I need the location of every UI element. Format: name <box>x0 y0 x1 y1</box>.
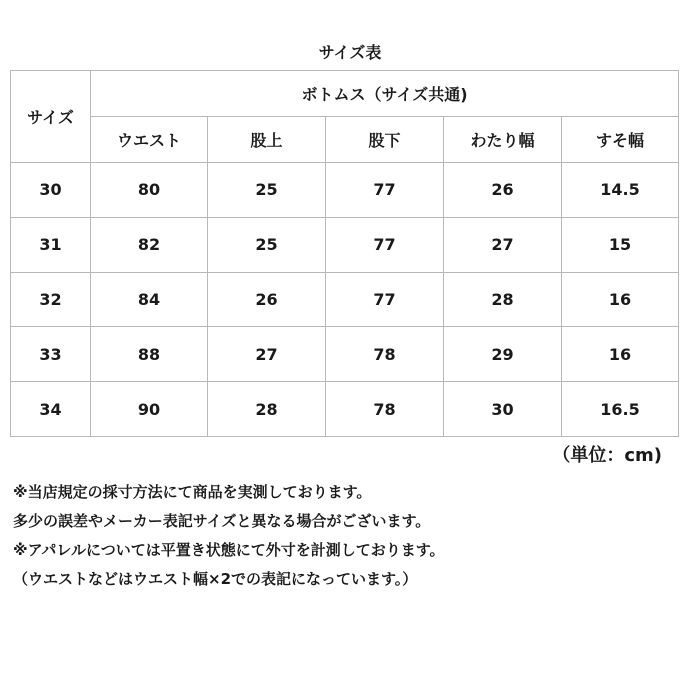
inseam-cell: 77 <box>326 217 444 272</box>
rise-cell: 26 <box>208 272 326 327</box>
table-row <box>11 327 679 382</box>
table-subheader-row <box>11 117 679 163</box>
thigh-width-cell: 26 <box>444 163 562 218</box>
column-header-hem-width: すそ幅 <box>562 117 679 163</box>
page-title: サイズ表 <box>318 43 382 62</box>
thigh-width-cell: 29 <box>444 327 562 382</box>
waist-cell: 90 <box>91 382 208 437</box>
note-line: ※当店規定の採寸方法にて商品を実測しております。 <box>13 483 372 501</box>
inseam-cell: 78 <box>326 382 444 437</box>
measurement-notes <box>13 478 445 594</box>
column-header-waist: ウエスト <box>91 117 208 163</box>
hem-width-cell: 15 <box>562 217 679 272</box>
hem-width-cell: 16 <box>562 272 679 327</box>
inseam-cell: 77 <box>326 163 444 218</box>
table-row <box>11 163 679 218</box>
waist-cell: 88 <box>91 327 208 382</box>
size-cell: 31 <box>11 217 91 272</box>
bottoms-group-header: ボトムス（サイズ共通) <box>91 71 679 117</box>
size-column-header: サイズ <box>11 71 91 163</box>
size-cell: 30 <box>11 163 91 218</box>
waist-cell: 82 <box>91 217 208 272</box>
note-line: ※アパレルについては平置き状態にて外寸を計測しております。 <box>13 541 445 559</box>
column-header-thigh-width: わたり幅 <box>444 117 562 163</box>
rise-cell: 27 <box>208 327 326 382</box>
thigh-width-cell: 30 <box>444 382 562 437</box>
column-header-inseam: 股下 <box>326 117 444 163</box>
thigh-width-cell: 27 <box>444 217 562 272</box>
rise-cell: 28 <box>208 382 326 437</box>
rise-cell: 25 <box>208 217 326 272</box>
table-header-row <box>11 71 679 117</box>
rise-cell: 25 <box>208 163 326 218</box>
unit-label: （単位：cm) <box>552 445 662 466</box>
size-cell: 34 <box>11 382 91 437</box>
thigh-width-cell: 28 <box>444 272 562 327</box>
waist-cell: 84 <box>91 272 208 327</box>
table-row <box>11 217 679 272</box>
column-header-rise: 股上 <box>208 117 326 163</box>
size-cell: 33 <box>11 327 91 382</box>
size-table <box>10 70 679 437</box>
size-cell: 32 <box>11 272 91 327</box>
inseam-cell: 77 <box>326 272 444 327</box>
inseam-cell: 78 <box>326 327 444 382</box>
note-line: （ウエストなどはウエスト幅×2での表記になっています。） <box>13 570 418 588</box>
hem-width-cell: 14.5 <box>562 163 679 218</box>
hem-width-cell: 16 <box>562 327 679 382</box>
table-row <box>11 272 679 327</box>
note-line: 多少の誤差やメーカー表記サイズと異なる場合がございます。 <box>13 512 431 530</box>
table-row <box>11 382 679 437</box>
hem-width-cell: 16.5 <box>562 382 679 437</box>
waist-cell: 80 <box>91 163 208 218</box>
